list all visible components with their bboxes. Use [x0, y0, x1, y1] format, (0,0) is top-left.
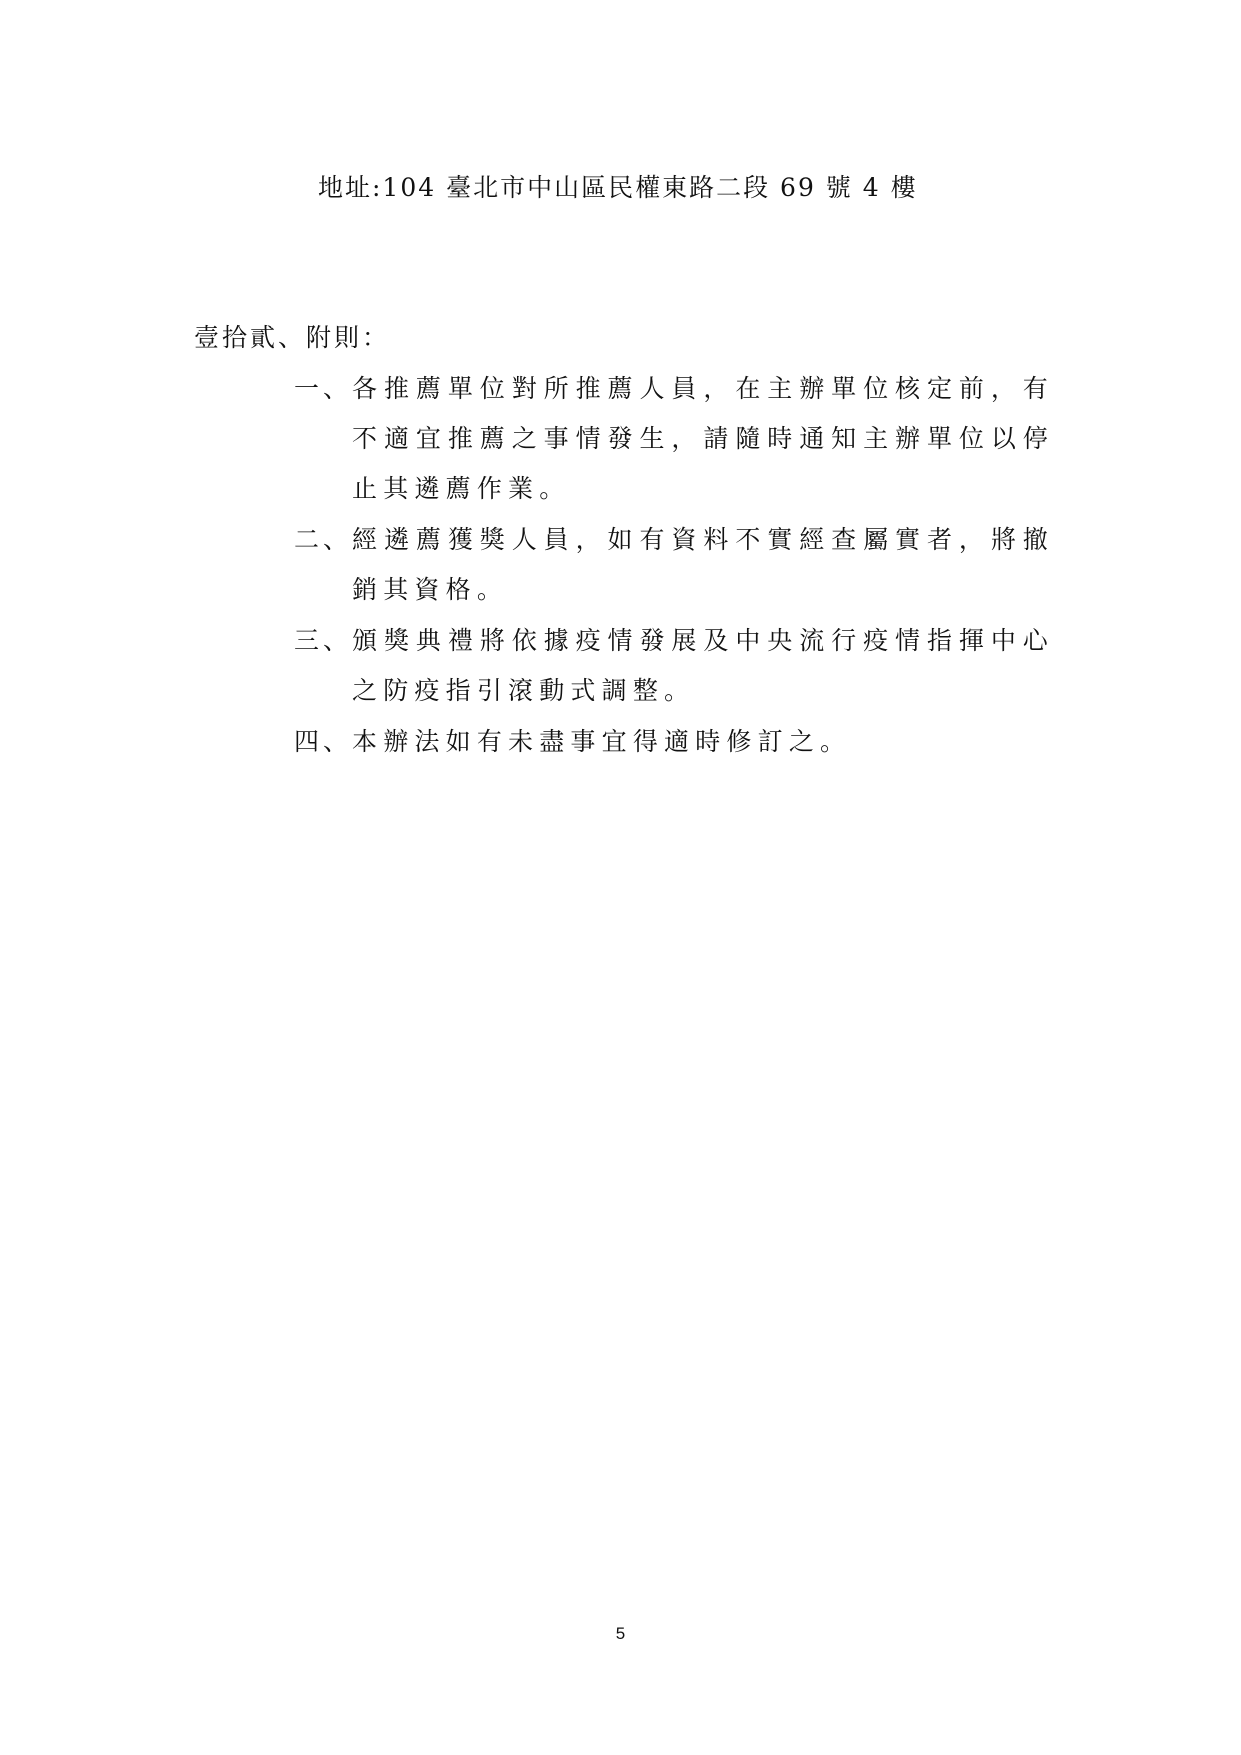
list-item — [294, 616, 1054, 716]
item-text: 經遴薦獲獎人員，如有資料不實經查屬實者，將撤銷其資格。 — [352, 525, 1054, 604]
list-item — [294, 717, 1054, 767]
list-item — [294, 515, 1054, 615]
item-text: 各推薦單位對所推薦人員，在主辦單位核定前，有不適宜推薦之事情發生，請隨時通知主辦單位以停止其遴薦作業。 — [352, 374, 1054, 503]
page-number: 5 — [615, 1624, 626, 1643]
item-text: 本辦法如有未盡事宜得適時修訂之。 — [352, 727, 852, 756]
item-text: 頒獎典禮將依據疫情發展及中央流行疫情指揮中心之防疫指引滾動式調整。 — [352, 626, 1054, 705]
address-line: 地址:104 臺北市中山區民權東路二段 69 號 4 樓 — [318, 173, 918, 202]
list-item — [294, 364, 1054, 514]
provisions-list — [294, 364, 1054, 768]
section-heading: 壹拾貳、附則： — [194, 323, 391, 352]
item-marker: 二、 — [294, 525, 353, 554]
item-marker: 三、 — [294, 626, 353, 655]
item-marker: 四、 — [294, 727, 353, 756]
item-marker: 一、 — [294, 374, 353, 403]
